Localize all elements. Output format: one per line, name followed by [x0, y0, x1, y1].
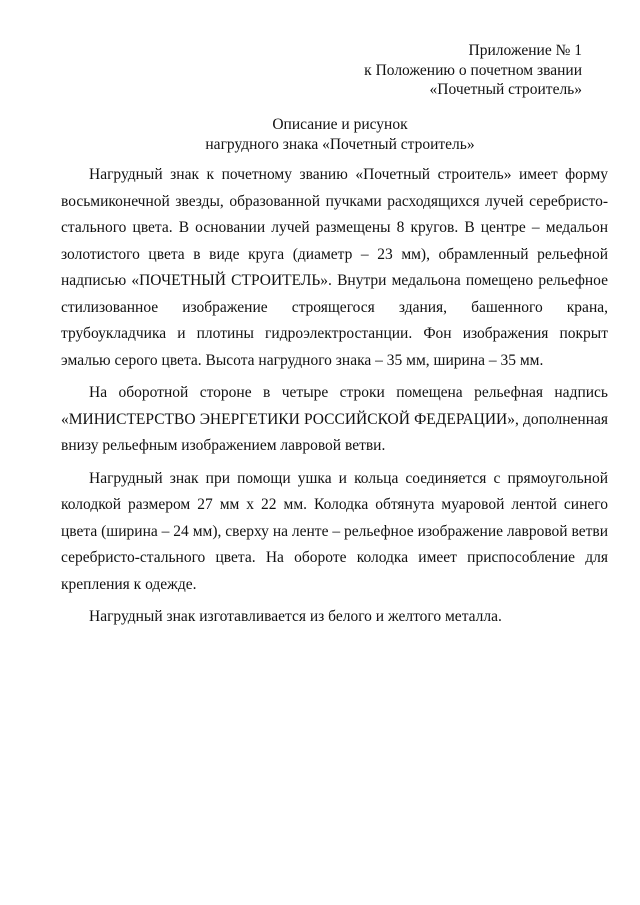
paragraph-description: Нагрудный знак к почетному званию «Почетный строитель» имеет форму восьмиконечной звезды, образованной пучками расходящихся лучей серебристо-стального цвета. В основании лучей размещены 8 кругов. В центре – медальон золотистого цвета в виде круга (диаметр – 23 мм), обрамленный рельефной надписью «ПОЧЕТНЫЙ СТРОИТЕЛЬ». Внутри медальона помещено рельефное стилизованное изображение строящегося здания, башенного крана, трубоукладчика и плотины гидроэлектростанции. Фон изображения покрыт эмалью серого цвета. Высота нагрудного знака – 35 мм, ширина – 35 мм. — [61, 166, 608, 369]
paragraph-attachment: Нагрудный знак при помощи ушка и кольца соединяется с прямоугольной колодкой размером 27 мм х 22 мм. Колодка обтянута муаровой лентой синего цвета (ширина – 24 мм), сверху на ленте – рельефное изображение лавровой ветви серебристо-стального цвета. На обороте колодка имеет приспособление для крепления к одежде. — [61, 469, 608, 593]
appendix-header — [282, 41, 582, 100]
appendix-number: Приложение № 1 — [468, 42, 582, 59]
document-body — [61, 162, 608, 637]
appendix-title-name: «Почетный строитель» — [429, 81, 582, 98]
paragraph-reverse-side: На оборотной стороне в четыре строки помещена рельефная надпись «МИНИСТЕРСТВО ЭНЕРГЕТИКИ РОССИЙСКОЙ ФЕДЕРАЦИИ», дополненная внизу рельефным изображением лавровой ветви. — [61, 384, 608, 454]
title-line-2: нагрудного знака «Почетный строитель» — [205, 135, 475, 153]
appendix-reference: к Положению о почетном звании — [364, 61, 582, 79]
title-line-1: Описание и рисунок — [272, 116, 408, 133]
paragraph-material: Нагрудный знак изготавливается из белого и желтого металла. — [89, 608, 502, 625]
document-title — [60, 115, 620, 154]
